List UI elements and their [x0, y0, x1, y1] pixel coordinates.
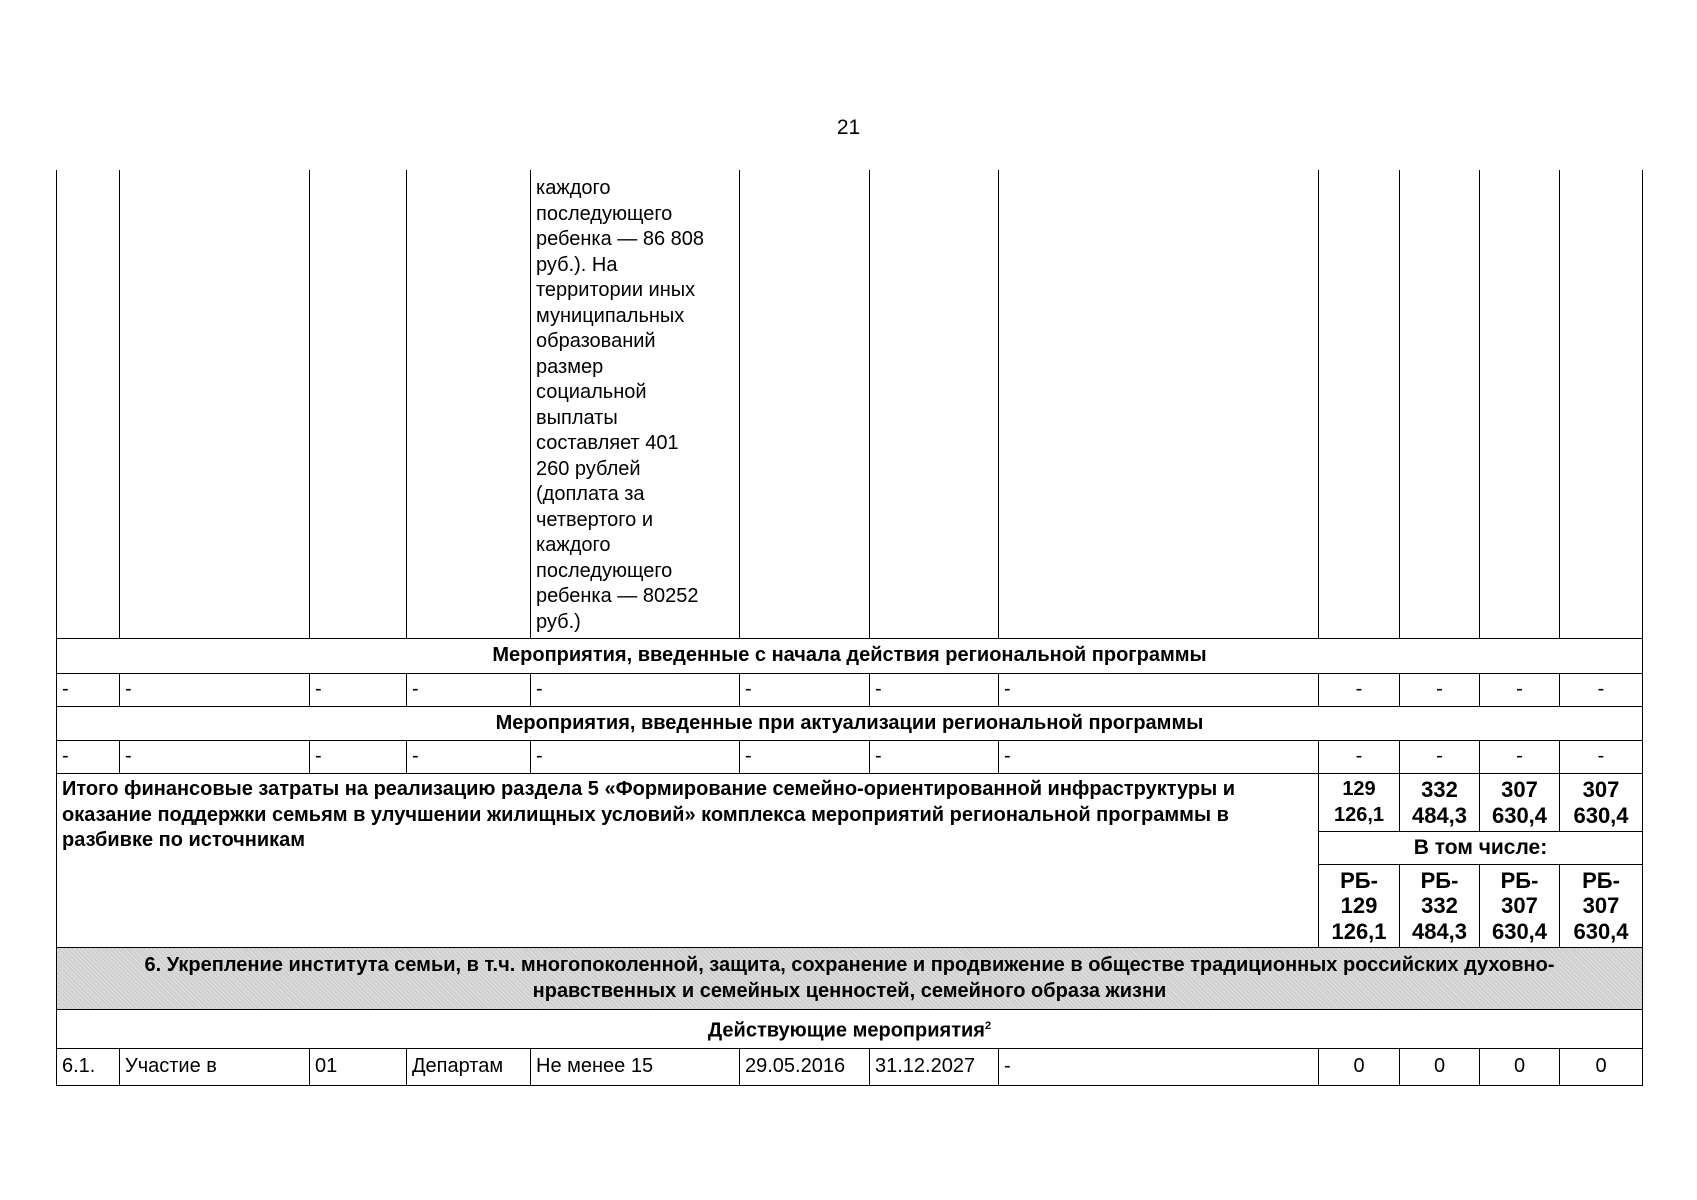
dash-cell: -	[740, 741, 870, 774]
cell-empty	[740, 170, 870, 639]
description-cell	[531, 170, 740, 639]
dash-cell: -	[870, 673, 999, 706]
source-part: 630,4	[1573, 918, 1629, 944]
dash-cell: -	[120, 741, 310, 774]
continuation-row	[57, 170, 1643, 639]
dash-cell: -	[999, 673, 1319, 706]
dash-cell: -	[407, 741, 531, 774]
dash-cell: -	[870, 741, 999, 774]
source-part: 332	[1421, 893, 1458, 918]
cell-empty	[1480, 170, 1560, 639]
section6-subtitle-cell	[57, 1010, 1643, 1049]
total-value-part: 307	[1582, 777, 1620, 802]
dash-cell: -	[999, 741, 1319, 774]
source-part: 129	[1340, 893, 1378, 918]
cell-empty	[1560, 170, 1643, 639]
total-value-part: 630,4	[1491, 802, 1548, 828]
cell-empty	[999, 170, 1319, 639]
source-value-y4	[1560, 864, 1643, 948]
source-part: РБ-	[1500, 867, 1539, 893]
description-line: социальной	[536, 381, 647, 403]
total-value-part: 332	[1421, 777, 1458, 802]
section6-title-line: 6. Укрепление института семьи, в т.ч. многопоколенной, защита, сохранение и продвижение в обществе традиционных российских духовно-	[144, 954, 1555, 976]
row-value-y1: 0	[1319, 1049, 1400, 1086]
source-part: РБ-	[1340, 867, 1378, 893]
dash-cell: -	[57, 673, 120, 706]
section6-header	[57, 948, 1643, 1010]
section-title: Мероприятия, введенные с начала действия региональной программы	[57, 639, 1643, 674]
total-value-part: 129	[1342, 778, 1376, 800]
totals-label: Итого финансовые затраты на реализацию раздела 5 «Формирование семейно-ориентированной инфраструктуры и оказание поддержки семьям в улучшении жилищных условий» комплекса мероприятий региональной программы в разбивке по источникам	[57, 774, 1319, 948]
section6-title-line: нравственных и семейных ценностей, семейного образа жизни	[532, 979, 1167, 1002]
description-line: муниципальных	[536, 304, 685, 327]
row-number: 6.1.	[57, 1049, 120, 1086]
cell-empty	[120, 170, 310, 639]
row-start-date: 29.05.2016	[740, 1049, 870, 1086]
dash-cell: -	[1480, 741, 1560, 774]
dash-cell: -	[120, 673, 310, 706]
source-part: 307	[1582, 893, 1620, 918]
table-row	[57, 1049, 1643, 1086]
cell-empty	[407, 170, 531, 639]
including-label: В том числе:	[1319, 832, 1643, 865]
dash-cell: -	[1560, 673, 1643, 706]
description-line: четвертого и	[536, 508, 654, 531]
description-line: образований	[536, 330, 656, 352]
total-value-y4	[1560, 774, 1643, 832]
section-title: Мероприятия, введенные при актуализации региональной программы	[57, 706, 1643, 741]
cell-empty	[57, 170, 120, 639]
row-code: 01	[310, 1049, 407, 1086]
source-part: РБ-	[1582, 867, 1620, 893]
total-value-part: 307	[1501, 777, 1538, 802]
source-part: 307	[1501, 893, 1538, 918]
cell-empty	[1400, 170, 1480, 639]
dash-cell: -	[310, 673, 407, 706]
description-line: каждого	[536, 534, 611, 556]
description-line: руб.). На	[536, 253, 618, 276]
description-line: выплаты	[536, 406, 618, 429]
description-line: руб.)	[536, 610, 581, 633]
program-table	[56, 170, 1643, 1086]
totals-row	[57, 774, 1643, 832]
row-note: -	[999, 1049, 1319, 1086]
row-name: Участие в	[120, 1049, 310, 1086]
total-value-y1	[1319, 774, 1400, 832]
dash-cell: -	[1319, 673, 1400, 706]
total-value-part: 126,1	[1333, 803, 1385, 826]
source-value-y1	[1319, 864, 1400, 948]
dash-cell: -	[531, 741, 740, 774]
section6-subheader	[57, 1010, 1643, 1049]
dash-cell: -	[1480, 673, 1560, 706]
cell-empty	[310, 170, 407, 639]
dash-cell: -	[1560, 741, 1643, 774]
description-line: 260 рублей	[536, 457, 641, 480]
dash-cell: -	[1319, 741, 1400, 774]
page-number: 21	[836, 116, 861, 139]
description-line: (доплата за	[536, 483, 645, 505]
total-value-part: 630,4	[1573, 802, 1629, 828]
row-indicator: Не менее 15	[531, 1049, 740, 1086]
dash-cell: -	[57, 741, 120, 774]
description-line: последующего	[536, 202, 673, 225]
row-value-y2: 0	[1400, 1049, 1480, 1086]
section6-title	[57, 948, 1643, 1010]
source-part: 630,4	[1491, 918, 1548, 944]
section6-subtitle: Действующие мероприятия	[707, 1019, 985, 1042]
dash-cell: -	[1400, 741, 1480, 774]
description-line: каждого	[536, 177, 611, 199]
cell-empty	[1319, 170, 1400, 639]
dash-row	[57, 673, 1643, 706]
description-line: последующего	[536, 559, 673, 582]
footnote-mark: 2	[984, 1020, 992, 1032]
description-line: составляет 401	[536, 432, 679, 454]
source-value-y3	[1480, 864, 1560, 948]
source-part: 484,3	[1411, 918, 1468, 944]
row-end-date: 31.12.2027	[870, 1049, 999, 1086]
total-value-part: 484,3	[1411, 802, 1468, 828]
dash-row	[57, 741, 1643, 774]
description-line: ребенка — 86 808	[536, 228, 705, 250]
source-part: РБ-	[1420, 867, 1459, 893]
total-value-y3	[1480, 774, 1560, 832]
row-value-y3: 0	[1480, 1049, 1560, 1086]
description-line: размер	[536, 355, 604, 378]
row-value-y4: 0	[1560, 1049, 1643, 1086]
dash-cell: -	[407, 673, 531, 706]
dash-cell: -	[1400, 673, 1480, 706]
description-line: ребенка — 80252	[536, 585, 699, 607]
section-header-updated	[57, 706, 1643, 741]
section-header-started	[57, 639, 1643, 674]
source-part: 126,1	[1331, 918, 1387, 944]
dash-cell: -	[310, 741, 407, 774]
source-value-y2	[1400, 864, 1480, 948]
row-executor: Департам	[407, 1049, 531, 1086]
total-value-y2	[1400, 774, 1480, 832]
dash-cell: -	[531, 673, 740, 706]
dash-cell: -	[740, 673, 870, 706]
description-line: территории иных	[536, 279, 696, 301]
cell-empty	[870, 170, 999, 639]
